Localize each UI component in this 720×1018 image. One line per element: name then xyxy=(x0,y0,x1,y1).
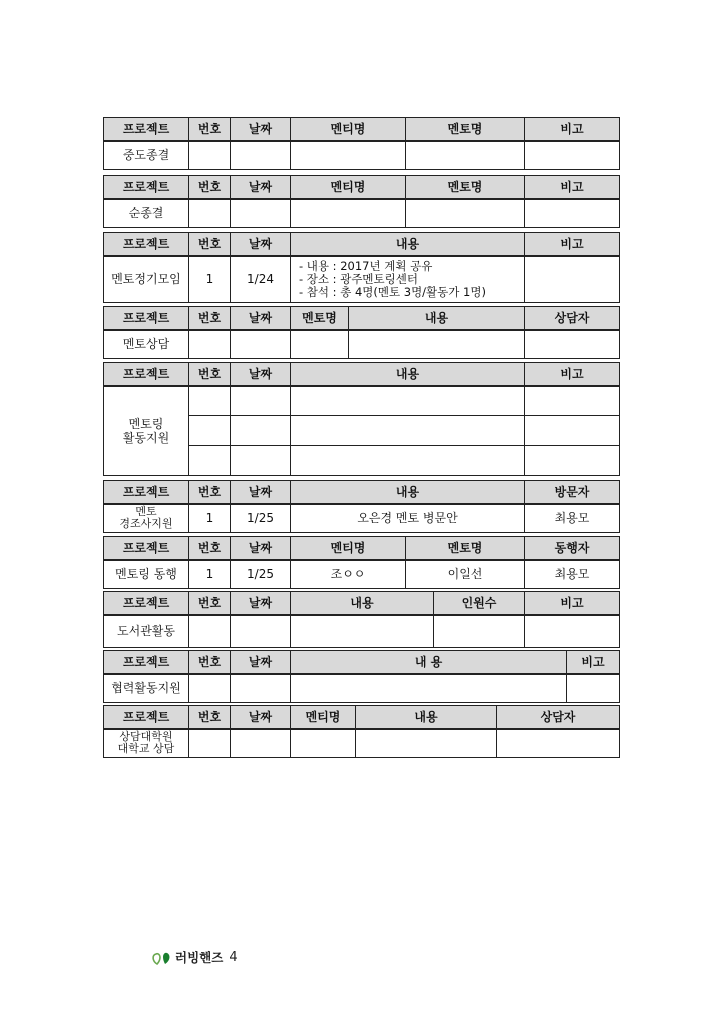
date-cell: 1/24 xyxy=(231,256,291,302)
header-row xyxy=(104,651,620,675)
brand-name: 러빙핸즈 xyxy=(175,950,224,965)
project-line: 경조사지원 xyxy=(119,517,173,531)
header-cell: 상담자 xyxy=(525,307,620,331)
date-cell xyxy=(231,199,291,227)
date-cell xyxy=(231,445,291,475)
project-line: 멘토 xyxy=(135,505,157,519)
header-cell: 날짜 xyxy=(231,118,291,142)
header-cell: 비고 xyxy=(525,176,620,200)
project-cell: 협력활동지원 xyxy=(104,674,189,702)
header-cell: 멘토명 xyxy=(291,307,349,331)
mentee-cell xyxy=(291,141,406,169)
header-cell: 날짜 xyxy=(231,592,291,616)
header-cell: 번호 xyxy=(189,481,231,505)
header-cell: 날짜 xyxy=(231,537,291,561)
date-cell xyxy=(231,615,291,647)
block-library-activity xyxy=(103,591,620,648)
header-row xyxy=(104,481,620,505)
project-cell: 멘토상담 xyxy=(104,330,189,358)
content-cell xyxy=(291,445,525,475)
counselor-cell xyxy=(497,729,620,757)
content-cell xyxy=(291,415,525,445)
date-cell xyxy=(231,141,291,169)
project-line: 상담대학원 xyxy=(119,730,173,744)
note-cell xyxy=(525,415,620,445)
header-cell: 멘토명 xyxy=(406,176,525,200)
mentee-cell: 조ㅇㅇ xyxy=(291,560,406,588)
header-cell: 멘토명 xyxy=(406,537,525,561)
date-cell xyxy=(231,415,291,445)
counselor-cell xyxy=(525,330,620,358)
project-cell: 멘토링 동행 xyxy=(104,560,189,588)
header-row xyxy=(104,537,620,561)
header-cell: 날짜 xyxy=(231,176,291,200)
mentor-cell xyxy=(406,199,525,227)
block-mentor-counseling xyxy=(103,306,620,359)
block-mentoring-accompany xyxy=(103,536,620,589)
footer xyxy=(151,948,238,966)
date-cell xyxy=(231,674,291,702)
project-cell xyxy=(104,504,189,532)
table-row xyxy=(104,504,620,532)
mentor-cell xyxy=(406,141,525,169)
header-cell: 프로젝트 xyxy=(104,592,189,616)
headcount-cell xyxy=(434,615,525,647)
number-cell: 1 xyxy=(189,504,231,532)
visitor-cell: 최용모 xyxy=(525,504,620,532)
content-cell xyxy=(349,330,525,358)
header-cell: 내용 xyxy=(291,592,434,616)
header-cell: 날짜 xyxy=(231,481,291,505)
header-cell: 번호 xyxy=(189,233,231,257)
header-cell: 내용 xyxy=(291,363,525,387)
number-cell: 1 xyxy=(189,256,231,302)
mentor-cell xyxy=(291,330,349,358)
content-cell xyxy=(356,729,497,757)
header-cell: 프로젝트 xyxy=(104,176,189,200)
header-cell: 날짜 xyxy=(231,307,291,331)
number-cell xyxy=(189,445,231,475)
project-cell xyxy=(104,386,189,475)
header-row xyxy=(104,233,620,257)
project-cell: 중도종결 xyxy=(104,141,189,169)
header-cell: 번호 xyxy=(189,651,231,675)
block-early-termination xyxy=(103,117,620,170)
header-row xyxy=(104,118,620,142)
header-row xyxy=(104,706,620,730)
table-row xyxy=(104,560,620,588)
number-cell xyxy=(189,674,231,702)
header-cell: 상담자 xyxy=(497,706,620,730)
content-cell xyxy=(291,674,567,702)
mentor-cell: 이일선 xyxy=(406,560,525,588)
date-cell xyxy=(231,330,291,358)
project-line: 활동지원 xyxy=(122,430,170,445)
block-mentor-meeting xyxy=(103,232,620,303)
header-cell: 동행자 xyxy=(525,537,620,561)
header-cell: 내 용 xyxy=(291,651,567,675)
header-cell: 내용 xyxy=(349,307,525,331)
header-cell: 번호 xyxy=(189,592,231,616)
header-cell: 비고 xyxy=(567,651,620,675)
project-line: 멘토링 xyxy=(128,416,164,431)
note-cell xyxy=(567,674,620,702)
number-cell xyxy=(189,729,231,757)
project-line: 대학교 상담 xyxy=(117,742,175,756)
table-row xyxy=(104,386,620,415)
number-cell: 1 xyxy=(189,560,231,588)
header-cell: 비고 xyxy=(525,363,620,387)
number-cell xyxy=(189,386,231,415)
header-cell: 멘티명 xyxy=(291,537,406,561)
mentee-cell xyxy=(291,729,356,757)
note-cell xyxy=(525,445,620,475)
note-cell xyxy=(525,199,620,227)
page-number: 4 xyxy=(229,949,238,965)
table-row xyxy=(104,256,620,302)
header-row xyxy=(104,176,620,200)
header-cell: 내용 xyxy=(291,481,525,505)
table-row xyxy=(104,615,620,647)
project-cell xyxy=(104,729,189,757)
table-row xyxy=(104,674,620,702)
mentee-cell xyxy=(291,199,406,227)
header-row xyxy=(104,307,620,331)
block-mentor-family-event-support xyxy=(103,480,620,533)
header-cell: 프로젝트 xyxy=(104,481,189,505)
date-cell xyxy=(231,729,291,757)
content-line: - 장소 : 광주멘토링센터 xyxy=(299,271,418,286)
header-cell: 프로젝트 xyxy=(104,307,189,331)
header-row xyxy=(104,592,620,616)
header-cell: 번호 xyxy=(189,363,231,387)
content-cell xyxy=(291,256,525,302)
header-cell: 번호 xyxy=(189,706,231,730)
date-cell: 1/25 xyxy=(231,504,291,532)
block-cooperation-support xyxy=(103,650,620,703)
content-line: - 참석 : 총 4명(멘토 3명/활동가 1명) xyxy=(299,284,486,299)
block-mentoring-activity-support xyxy=(103,362,620,476)
number-cell xyxy=(189,141,231,169)
note-cell xyxy=(525,141,620,169)
note-cell xyxy=(525,256,620,302)
header-cell: 날짜 xyxy=(231,233,291,257)
date-cell: 1/25 xyxy=(231,560,291,588)
header-row xyxy=(104,363,620,387)
table-row xyxy=(104,729,620,757)
header-cell: 번호 xyxy=(189,118,231,142)
header-cell: 프로젝트 xyxy=(104,233,189,257)
header-cell: 방문자 xyxy=(525,481,620,505)
number-cell xyxy=(189,330,231,358)
header-cell: 인원수 xyxy=(434,592,525,616)
number-cell xyxy=(189,415,231,445)
content-cell xyxy=(291,615,434,647)
project-cell: 멘토정기모임 xyxy=(104,256,189,302)
header-cell: 프로젝트 xyxy=(104,537,189,561)
header-cell: 번호 xyxy=(189,537,231,561)
project-cell: 도서관활동 xyxy=(104,615,189,647)
header-cell: 내용 xyxy=(356,706,497,730)
note-cell xyxy=(525,615,620,647)
header-cell: 번호 xyxy=(189,176,231,200)
header-cell: 멘티명 xyxy=(291,118,406,142)
project-cell: 순종결 xyxy=(104,199,189,227)
header-cell: 프로젝트 xyxy=(104,118,189,142)
header-cell: 멘토명 xyxy=(406,118,525,142)
note-cell xyxy=(525,386,620,415)
header-cell: 프로젝트 xyxy=(104,651,189,675)
header-cell: 번호 xyxy=(189,307,231,331)
block-graduate-school-counseling xyxy=(103,705,620,758)
header-cell: 비고 xyxy=(525,118,620,142)
table-row xyxy=(104,199,620,227)
header-cell: 비고 xyxy=(525,592,620,616)
header-cell: 내용 xyxy=(291,233,525,257)
content-line: - 내용 : 2017년 계획 공유 xyxy=(299,258,433,273)
number-cell xyxy=(189,199,231,227)
header-cell: 멘티명 xyxy=(291,706,356,730)
table-row xyxy=(104,141,620,169)
header-cell: 비고 xyxy=(525,233,620,257)
header-cell: 프로젝트 xyxy=(104,363,189,387)
companion-cell: 최용모 xyxy=(525,560,620,588)
table-row xyxy=(104,330,620,358)
header-cell: 날짜 xyxy=(231,706,291,730)
number-cell xyxy=(189,615,231,647)
header-cell: 프로젝트 xyxy=(104,706,189,730)
loving-hands-logo-icon xyxy=(151,948,173,966)
header-cell: 멘티명 xyxy=(291,176,406,200)
date-cell xyxy=(231,386,291,415)
header-cell: 날짜 xyxy=(231,363,291,387)
block-normal-termination xyxy=(103,175,620,228)
header-cell: 날짜 xyxy=(231,651,291,675)
content-cell xyxy=(291,386,525,415)
content-cell: 오은경 멘토 병문안 xyxy=(291,504,525,532)
